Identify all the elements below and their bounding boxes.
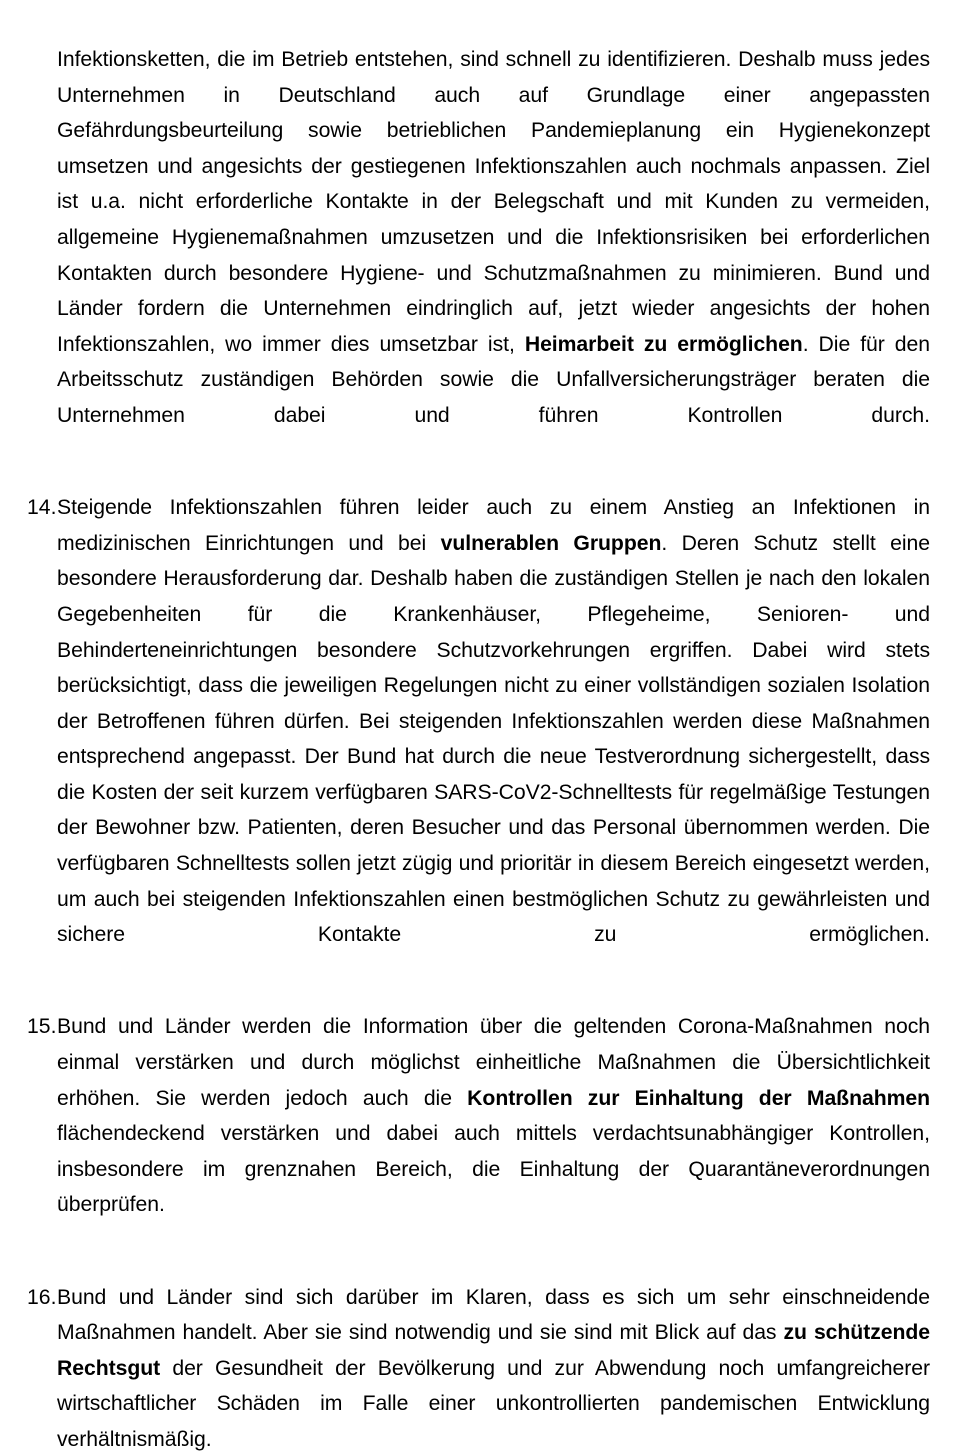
emphasis-text: Kontrollen zur Einhaltung der Maßnahmen xyxy=(467,1086,930,1110)
list-item-number: 14. xyxy=(27,496,57,520)
document-body xyxy=(27,42,930,1452)
body-text: Bund und Länder werden die Information über die geltenden Corona-Maßnahmen noch einmal verstärken und durch möglichst einheitliche Maßnahmen die Übersichtlichkeit erhöhen. Sie werden jedoch auch die xyxy=(57,1015,930,1110)
list-item-text xyxy=(57,1280,930,1452)
list-item-text xyxy=(57,490,930,988)
body-text: der Gesundheit der Bevölkerung und zur Abwendung noch umfangreicherer wirtschaftlicher Schäden im Falle einer unkontrollierten pandemischen Entwicklung verhältnismäßig. xyxy=(57,1356,930,1451)
emphasis-text: vulnerablen Gruppen xyxy=(440,531,662,555)
emphasis-text: Heimarbeit zu ermöglichen xyxy=(524,332,803,356)
numbered-list xyxy=(27,490,930,1452)
body-text: . Die für den Arbeitsschutz zuständigen Behörden sowie die Unfallversicherungsträger beraten die Unternehmen dabei und führen Kontrollen durch. xyxy=(57,332,930,427)
list-item xyxy=(27,1009,930,1258)
body-text: Infektionsketten, die im Betrieb entstehen, sind schnell zu identifizieren. Deshalb muss jedes Unternehmen in Deutschland auch auf Grundlage einer angepassten Gefährdungsbeurteilung sowie betrieblichen Pandemieplanung ein Hygienekonzept umsetzen und angesichts der gestiegenen Infektionszahlen auch nochmals anpassen. Ziel ist u.a. nicht erforderliche Kontakte in der Belegschaft und mit Kunden zu vermeiden, allgemeine Hygienemaßnahmen umzusetzen und die Infektionsrisiken bei erforderlichen Kontakten durch besondere Hygiene- und Schutzmaßnahmen zu minimieren. Bund und Länder fordern die Unternehmen eindringlich auf, jetzt wieder angesichts der hohen Infektionszahlen, wo immer dies umsetzbar ist, xyxy=(57,48,930,356)
list-item-number: 16. xyxy=(27,1285,57,1309)
list-item-number: 15. xyxy=(27,1015,57,1039)
body-text: flächendeckend verstärken und dabei auch mittels verdachtsunabhängiger Kontrollen, insbesondere im grenznahen Bereich, die Einhaltung der Quarantäneverordnungen überprüfen. xyxy=(57,1122,930,1217)
body-text: . Deren Schutz stellt eine besondere Herausforderung dar. Deshalb haben die zuständigen Stellen je nach den lokalen Gegebenheiten für die Krankenhäuser, Pflegeheime, Senioren- und Behinderteneinrichtungen besondere Schutzvorkehrungen ergriffen. Dabei wird stets berücksichtigt, dass die jeweiligen Regelungen nicht zu einer vollständigen sozialen Isolation der Betroffenen führen dürfen. Bei steigenden Infektionszahlen werden diese Maßnahmen entsprechend angepasst. Der Bund hat durch die neue Testverordnung sichergestellt, dass die Kosten der seit kurzem verfügbaren SARS-CoV2-Schnelltests für regelmäßige Testungen der Bewohner bzw. Patienten, deren Besucher und das Personal übernommen werden. Die verfügbaren Schnelltests sollen jetzt zügig und prioritär in diesem Bereich eingesetzt werden, um auch bei steigenden Infektionszahlen einen bestmöglichen Schutz zu gewährleisten und sichere Kontakte zu ermöglichen. xyxy=(57,531,930,947)
list-item xyxy=(27,1280,930,1452)
list-item-text xyxy=(57,1009,930,1258)
body-text: Bund und Länder sind sich darüber im Klaren, dass es sich um sehr einschneidende Maßnahmen handelt. Aber sie sind notwendig und sie sind mit Blick auf das xyxy=(57,1285,930,1345)
continuation-paragraph xyxy=(57,42,930,469)
list-item xyxy=(27,490,930,988)
body-text: Steigende Infektionszahlen führen leider auch zu einem Anstieg an Infektionen in medizinischen Einrichtungen und bei xyxy=(57,496,930,555)
emphasis-text: zu schützende Rechtsgut xyxy=(57,1321,931,1380)
